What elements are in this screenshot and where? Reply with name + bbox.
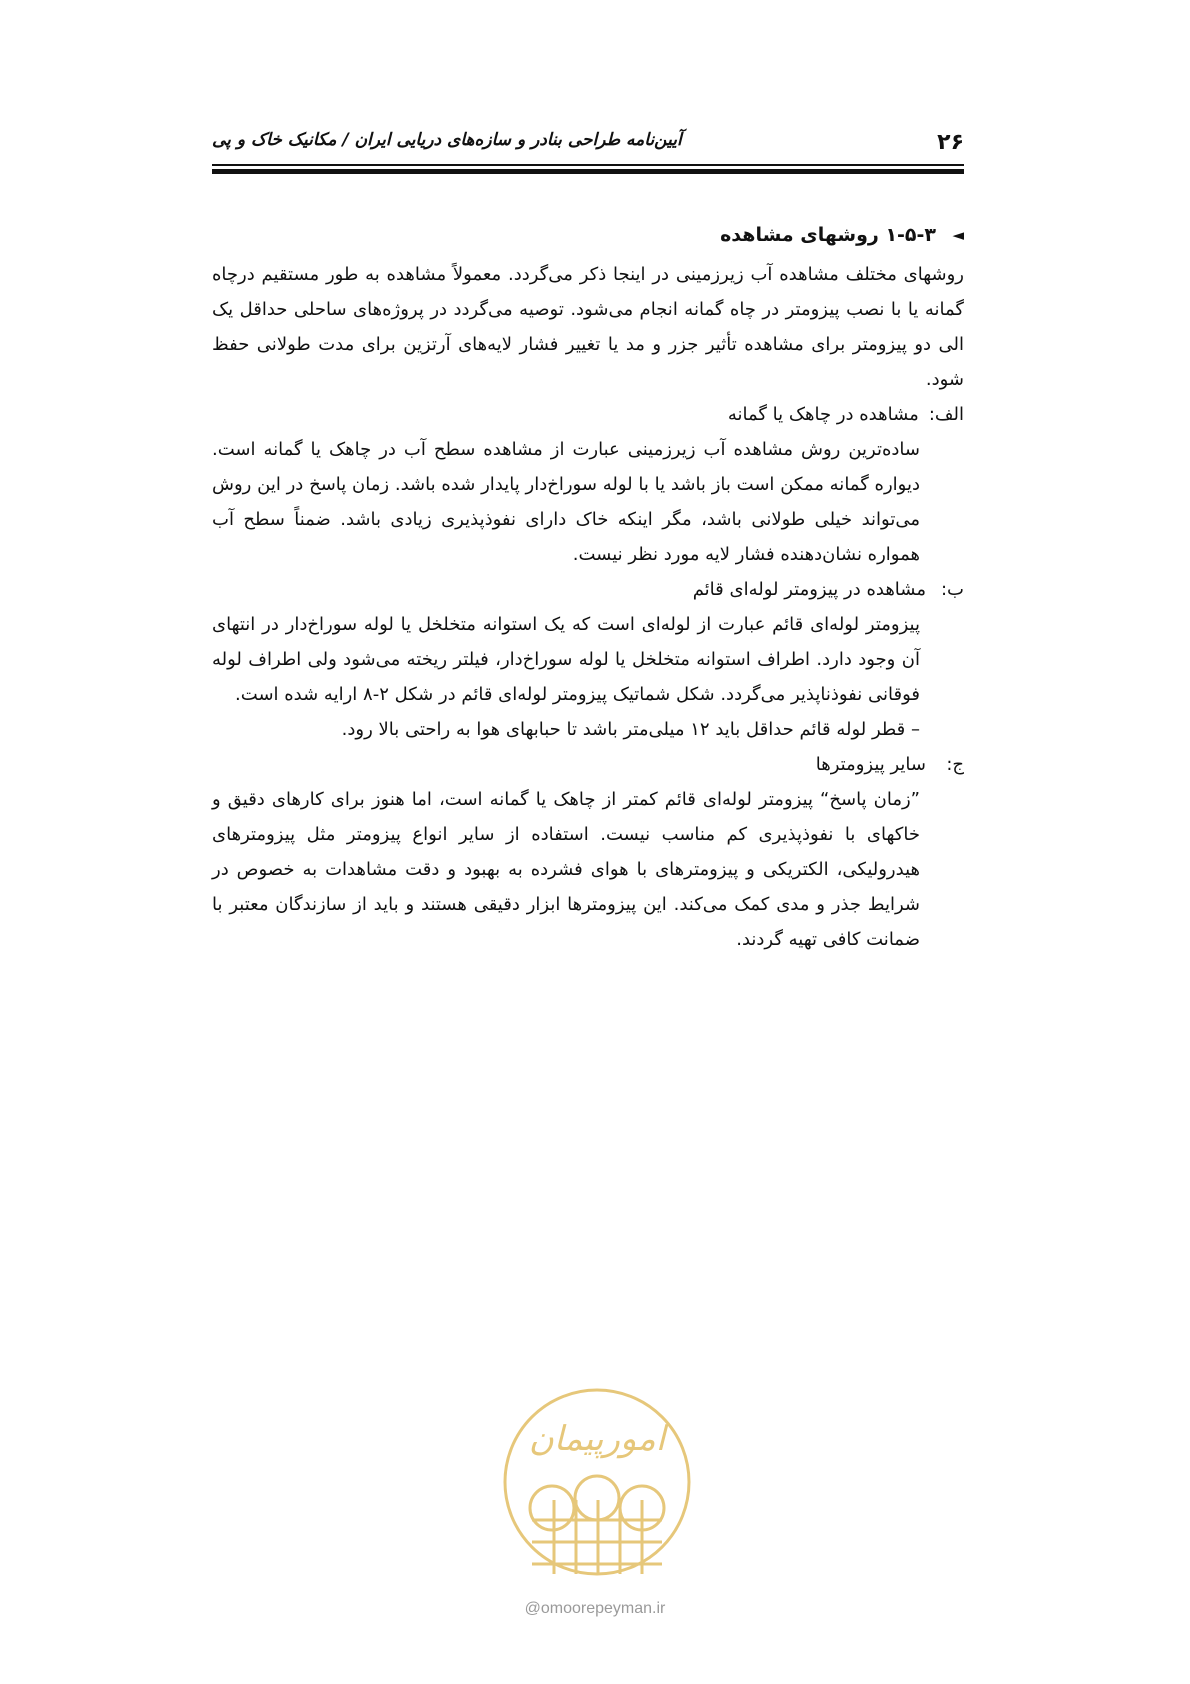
item-note-b: – قطر لوله قائم حداقل باید ۱۲ میلی‌متر باشد تا حبابهای هوا به راحتی بالا رود. [341, 719, 920, 740]
logo-lettering: امورپیمان [528, 1419, 666, 1459]
item-body-a: ساده‌ترین روش مشاهده آب زیرزمینی عبارت از مشاهده سطح آب در چاهک یا گمانه است. دیواره گمانه ممکن است باز باشد یا با لوله سوراخ‌دار پایدار شده باشد. زمان پاسخ در این روش می‌تواند خیلی طولانی باشد، مگر اینکه خاک دارای نفوذپذیری زیادی باشد. ضمناً سطح آب همواره نشان‌دهنده فشار لایه مورد نظر نیست. [212, 439, 920, 565]
item-marker-b: ب: [940, 579, 964, 600]
page-header [212, 128, 964, 162]
logo-grid [532, 1500, 662, 1574]
main-content [212, 218, 964, 957]
item-marker-c: ج: [946, 754, 964, 775]
header-rule-thick [212, 169, 964, 174]
section-heading [212, 218, 964, 253]
section-heading-text: ۱-۵-۳ روشهای مشاهده [720, 224, 936, 246]
item-title-b: مشاهده در پیزومتر لوله‌ای قائم [692, 579, 926, 600]
watermark-logo [492, 1370, 702, 1600]
item-title-c: سایر پیزومترها [815, 754, 926, 775]
item-title-a: مشاهده در چاهک یا گمانه [727, 404, 919, 425]
item-body-c: ”زمان پاسخ“ پیزومتر لوله‌ای قائم کمتر از چاهک یا گمانه است، اما هنوز برای کارهای دقیق و خاکهای با نفوذپذیری کم مناسب نیست. استفاده از سایر انواع پیزومتر مثل پیزومترهای هیدرولیکی، الکتریکی و پیزومترهای با هوای فشرده به بهبود و دقت مشاهدات به خصوص در شرایط جذر و مدی کمک می‌کند. این پیزومترها ابزار دقیقی هستند و باید از سازندگان معتبر با ضمانت کافی تهیه گردند. [212, 789, 920, 950]
running-title: آیین‌نامه طراحی بنادر و سازه‌های دریایی ایران / مکانیک خاک و پی [212, 130, 682, 150]
item-body-b: پیزومتر لوله‌ای قائم عبارت از لوله‌ای است که یک استوانه متخلخل یا لوله سوراخ‌دار در انتهای آن وجود دارد. اطراف استوانه متخلخل یا لوله سوراخ‌دار، فیلتر ریخته می‌شود ولی اطراف لوله فوقانی نفوذناپذیر می‌گردد. شکل شماتیک پیزومتر لوله‌ای قائم در شکل ۲-۸ ارایه شده است. [212, 614, 920, 705]
item-head-b [212, 572, 964, 607]
item-head-c [212, 747, 964, 782]
intro-paragraph: روشهای مختلف مشاهده آب زیرزمینی در اینجا ذکر می‌گردد. معمولاً مشاهده به طور مستقیم درچاه گمانه یا با نصب پیزومتر در چاه گمانه انجام می‌شود. توصیه می‌گردد در پروژه‌های ساحلی حداقل یک الی دو پیزومتر برای مشاهده تأثیر جزر و مد یا تغییر فشار لایه‌های آرتزین برای مدت طولانی حفظ شود. [212, 264, 964, 390]
page-number: ۲۶ [937, 130, 964, 155]
item-marker-a: الف: [928, 404, 964, 425]
bullet-arrow-icon: ◄ [952, 226, 964, 244]
item-head-a [212, 397, 964, 432]
logo-gear-left [530, 1486, 574, 1530]
header-rule-thin [212, 164, 964, 166]
watermark-url: @omoorepeyman.ir [524, 1600, 666, 1617]
